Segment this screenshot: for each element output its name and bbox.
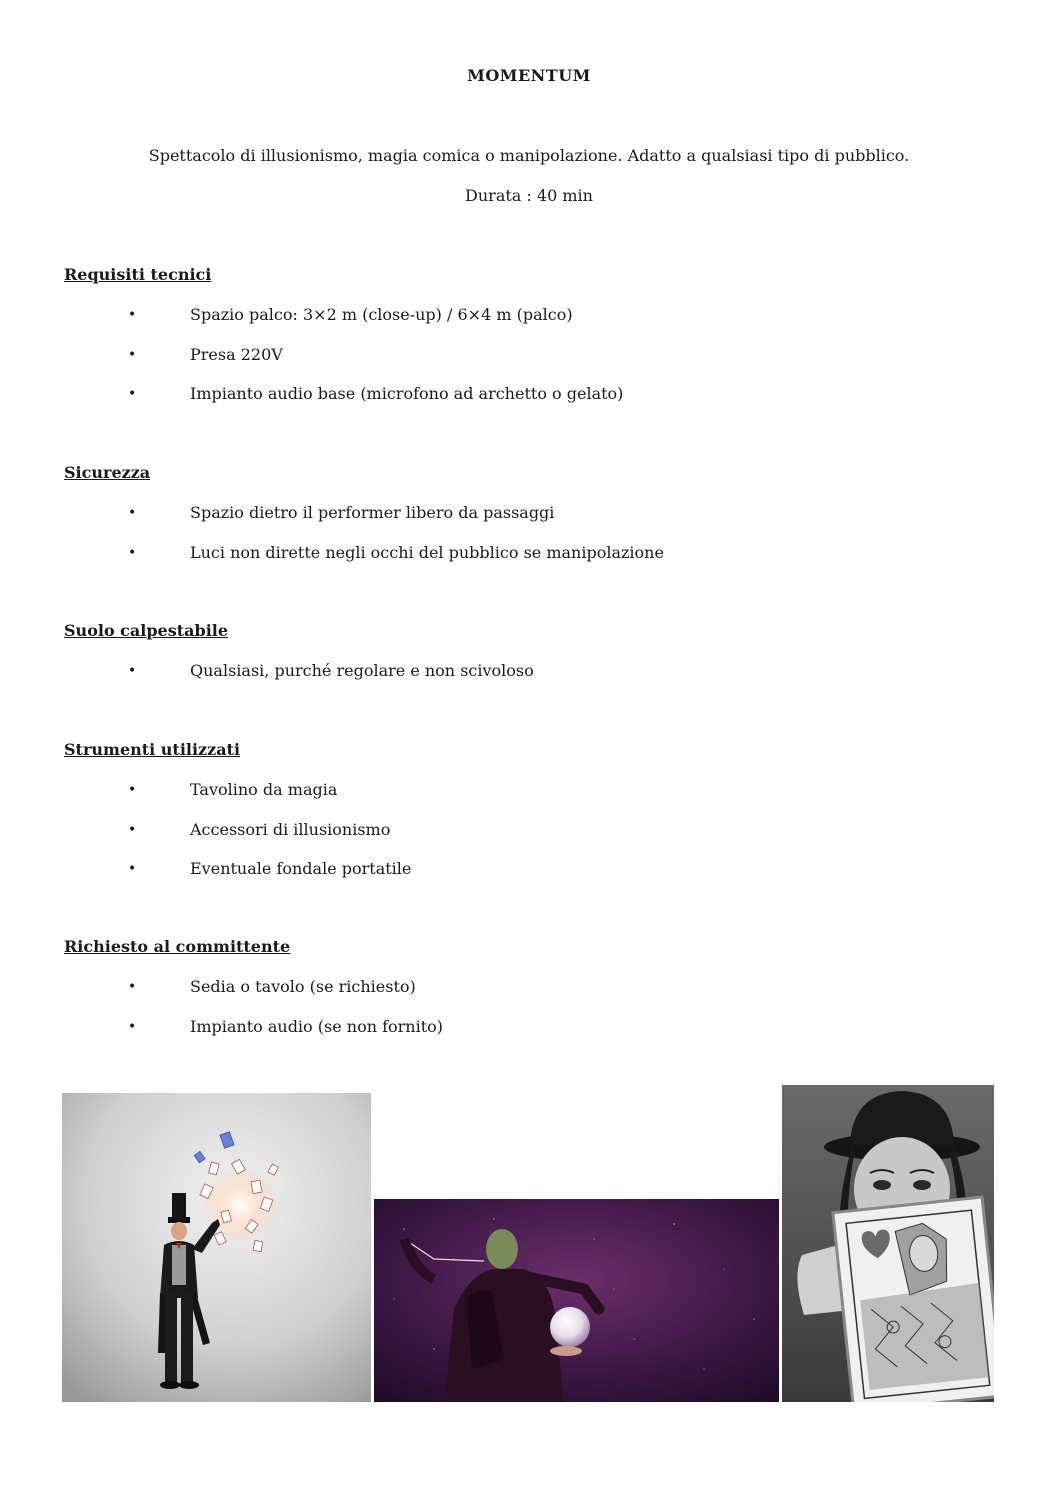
bullet-icon: • [128, 307, 137, 323]
section-strumenti-utilizzati [64, 740, 964, 899]
section-heading: Strumenti utilizzati [64, 740, 241, 759]
section-requisiti-tecnici [64, 265, 964, 424]
performer-with-crystal-ball-photo [374, 1199, 779, 1402]
bullet-icon: • [128, 346, 137, 363]
show-description: Spettacolo di illusionismo, magia comica o manipolazione. Adatto a qualsiasi tipo di pubblico. [148, 146, 910, 165]
show-duration: Durata : 40 min [465, 186, 593, 205]
document-title: MOMENTUM [467, 66, 591, 85]
bullet-icon: • [128, 1018, 137, 1035]
section-heading: Richiesto al committente [64, 937, 291, 956]
list-item: • Impianto audio (se non fornito) [128, 1016, 444, 1036]
bullet-icon: • [128, 663, 137, 679]
list-item: • Eventuale fondale portatile [128, 859, 412, 879]
bullet-icon: • [128, 505, 137, 521]
list-item: • Sedia o tavolo (se richiesto) [128, 977, 416, 996]
bullet-icon: • [128, 386, 137, 403]
section-suolo-calpestabile [64, 621, 964, 701]
list-item: • Presa 220V [128, 344, 283, 364]
section-heading: Sicurezza [64, 463, 151, 482]
list-item: • Spazio palco: 3×2 m (close-up) / 6×4 m (palco) [128, 305, 573, 324]
list-item: • Impianto audio base (microfono ad archetto o gelato) [128, 384, 624, 404]
section-heading: Suolo calpestabile [64, 621, 229, 640]
list-item: • Luci non dirette negli occhi del pubblico se manipolazione [128, 542, 664, 562]
magician-with-flying-cards-photo [62, 1093, 371, 1402]
list-item: • Tavolino da magia [128, 780, 338, 799]
bullet-list [64, 780, 964, 899]
bullet-icon: • [128, 979, 137, 995]
bullet-icon: • [128, 544, 137, 561]
list-item: • Spazio dietro il performer libero da passaggi [128, 503, 555, 522]
bullet-list [64, 661, 964, 701]
section-heading: Requisiti tecnici [64, 265, 212, 284]
list-item: • Accessori di illusionismo [128, 819, 391, 839]
section-sicurezza [64, 463, 964, 582]
bullet-list [64, 977, 964, 1056]
bullet-list [64, 503, 964, 582]
bullet-list [64, 305, 964, 424]
bullet-icon: • [128, 821, 137, 838]
woman-with-queen-of-hearts-card-photo [782, 1085, 994, 1402]
bullet-icon: • [128, 782, 137, 798]
list-item: • Qualsiasi, purché regolare e non scivoloso [128, 661, 534, 680]
section-richiesto-al-committente [64, 937, 964, 1056]
bullet-icon: • [128, 861, 137, 878]
